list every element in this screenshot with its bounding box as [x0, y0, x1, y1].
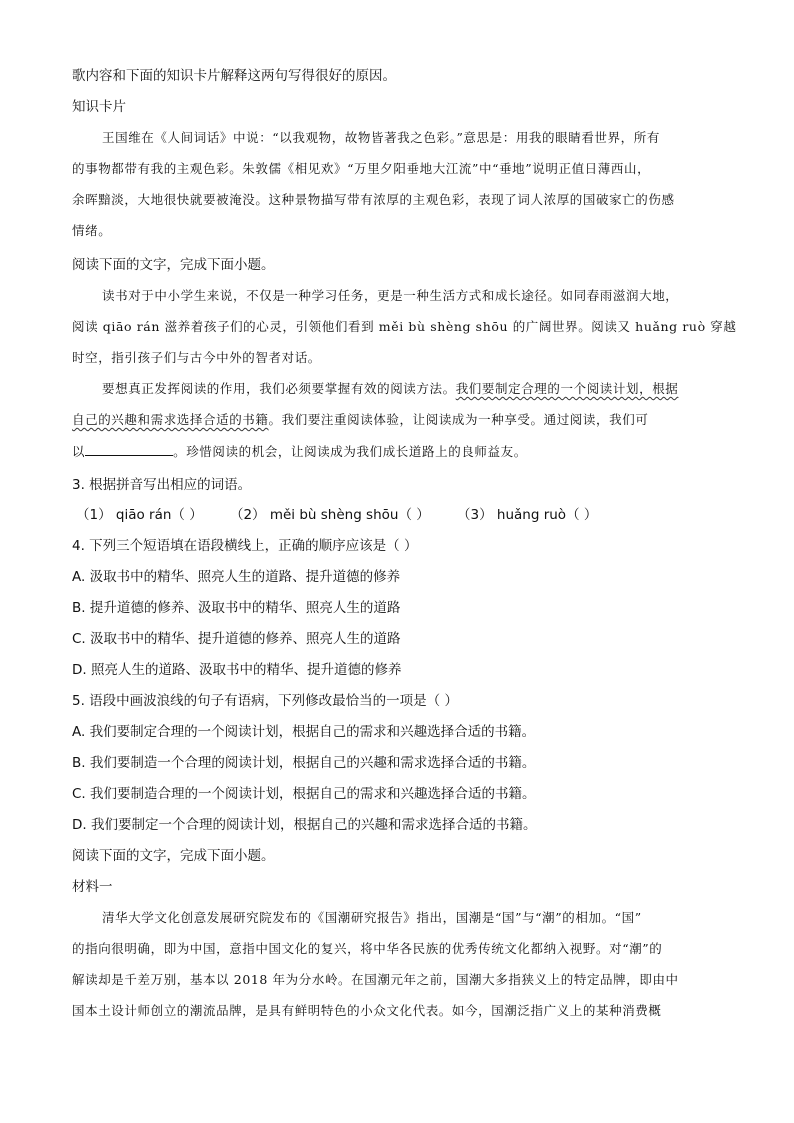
passage-line: 阅读 qiāo rán 滋养着孩子们的心灵，引领他们看到 měi bù shèng shōu 的广阔世界。阅读又 huǎng ruò 穿越 — [72, 319, 737, 334]
knowledge-card-line: 的事物都带有我的主观色彩。朱敦儒《相见欢》“万里夕阳垂地大江流”中“垂地”说明正值日薄西山， — [72, 161, 651, 176]
pinyin-item: （2） měi bù shèng shōu（ ） — [236, 507, 430, 523]
question-5-stem: 5. 语段中画波浪线的句子有语病，下列修改最恰当的一项是（ ） — [72, 693, 458, 709]
passage-line — [72, 410, 648, 430]
question-5-option: C. 我们要制造合理的一个阅读计划，根据自己的需求和兴趣选择合适的书籍。 — [72, 786, 536, 802]
material-title: 材料一 — [72, 879, 113, 895]
knowledge-card-line: 余晖黯淡，大地很快就要被淹没。这种景物描写带有浓厚的主观色彩，表现了词人浓厚的国破家亡的伤感 — [72, 192, 675, 207]
question-4-option: D. 照亮人生的道路、汲取书中的精华、提升道德的修养 — [72, 662, 402, 678]
question-5-option: D. 我们要制定一个合理的阅读计划，根据自己的兴趣和需求选择合适的书籍。 — [72, 817, 537, 833]
fill-blank — [85, 441, 173, 456]
passage-line — [72, 441, 527, 462]
section2-instruction: 阅读下面的文字，完成下面小题。 — [72, 848, 275, 864]
section1-instruction: 阅读下面的文字，完成下面小题。 — [72, 257, 275, 273]
question-3-items — [76, 505, 597, 525]
passage-text: 。珍惜阅读的机会，让阅读成为我们成长道路上的良师益友。 — [173, 444, 527, 459]
material-line: 的指向很明确，即为中国，意指中国文化的复兴，将中华各民族的优秀传统文化都纳入视野。对“潮”的 — [72, 941, 663, 956]
material-line: 清华大学文化创意发展研究院发布的《国潮研究报告》指出，国潮是“国”与“潮”的相加。“国” — [102, 910, 642, 925]
passage-text: 以 — [72, 444, 86, 459]
passage-line — [102, 379, 678, 399]
pinyin-item: （3） huǎng ruò（ ） — [463, 507, 598, 523]
question-4-option: C. 汲取书中的精华、提升道德的修养、照亮人生的道路 — [72, 631, 401, 647]
wavy-underlined-sentence: 我们要制定合理的一个阅读计划，根据 — [455, 381, 679, 396]
material-line: 解读却是千差万别，基本以 2018 年为分水岭。在国潮元年之前，国潮大多指狭义上的特定品牌，即由中 — [72, 972, 679, 987]
knowledge-card-title: 知识卡片 — [72, 99, 126, 115]
question-5-option: A. 我们要制定合理的一个阅读计划，根据自己的需求和兴趣选择合适的书籍。 — [72, 724, 536, 740]
question-5-option: B. 我们要制造一个合理的阅读计划，根据自己的兴趣和需求选择合适的书籍。 — [72, 755, 536, 771]
passage-text: 要想真正发挥阅读的作用，我们必须要掌握有效的阅读方法。 — [102, 381, 456, 396]
pinyin-item: （1） qiāo rán（ ） — [76, 507, 203, 523]
knowledge-card-line: 情绪。 — [72, 223, 112, 238]
wavy-underlined-sentence: 自己的兴趣和需求选择合适的书籍 — [72, 412, 269, 427]
paragraph-top: 歌内容和下面的知识卡片解释这两句写得很好的原因。 — [72, 68, 396, 84]
question-4-option: B. 提升道德的修养、汲取书中的精华、照亮人生的道路 — [72, 600, 401, 616]
knowledge-card-line: 王国维在《人间词话》中说：“以我观物，故物皆著我之色彩。”意思是：用我的眼睛看世界，所有 — [102, 130, 660, 145]
passage-line: 时空，指引孩子们与古今中外的智者对话。 — [72, 350, 321, 365]
question-4-option: A. 汲取书中的精华、照亮人生的道路、提升道德的修养 — [72, 569, 401, 585]
question-4-stem: 4. 下列三个短语填在语段横线上，正确的顺序应该是（ ） — [72, 538, 418, 554]
question-3-stem: 3. 根据拼音写出相应的词语。 — [72, 477, 252, 493]
material-line: 国本土设计师创立的潮流品牌，是具有鲜明特色的小众文化代表。如今，国潮泛指广义上的某种消费概 — [72, 1003, 662, 1018]
passage-text: 。我们要注重阅读体验，让阅读成为一种享受。通过阅读，我们可 — [268, 412, 649, 427]
passage-line: 读书对于中小学生来说，不仅是一种学习任务，更是一种生活方式和成长途径。如同春雨滋润大地， — [102, 288, 679, 303]
